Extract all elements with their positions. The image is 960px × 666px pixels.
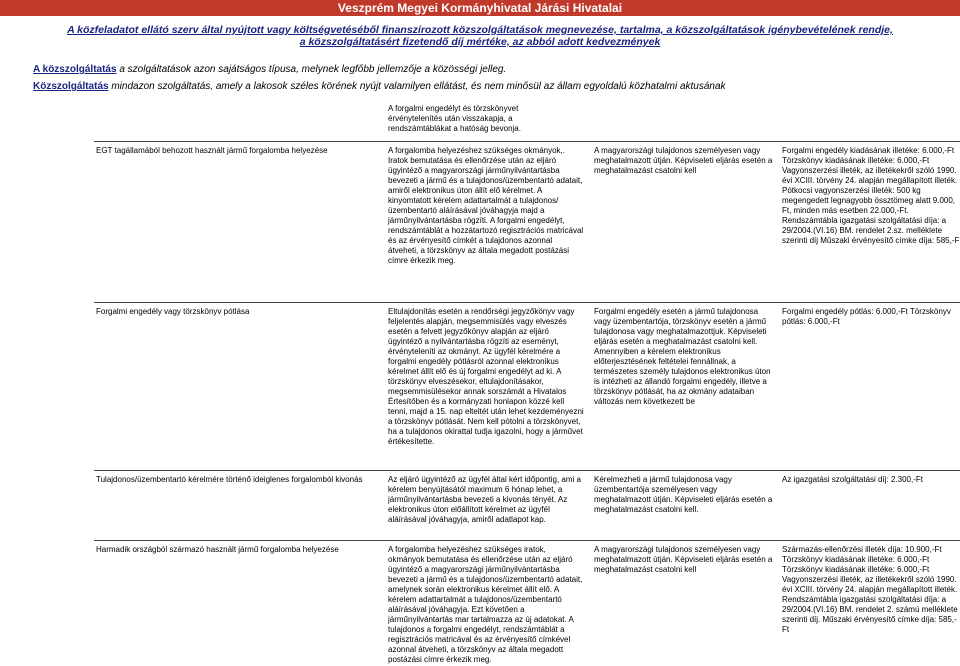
service-name: Forgalmi engedély vagy törzskönyv pótlása bbox=[96, 307, 250, 316]
service-name: Harmadik országból származó használt jármű forgalomba helyezése bbox=[96, 545, 339, 554]
revocation-note: A forgalmi engedélyt és törzskönyvet érvénytelenítés után visszakapja, a rendszámtáblákat a hatóság bevonja. bbox=[388, 104, 521, 133]
service-fees: Forgalmi engedély kiadásának illetéke: 6.000,-Ft Törzskönyv kiadásának illetéke: 6.000,-Ft Vagyonszerzési illeték, az illetékekről szóló 1990. évi XCIII. törvény 24. alapján megállapított illeték. Pótkocsi vagyonszerzési illeték: 500 kg megengedett legnagyobb össztömeg alatt 9.000, Ft, minden más esetben 22.000,-Ft. Rendszámtábla igazgatási szolgáltatási díja: a 29/2004.(VI.16) BM. rendelet 2.sz. melléklete szerinti díj Műszaki érvényesítő címke díja: 585,-F bbox=[782, 146, 960, 245]
row-divider bbox=[94, 302, 960, 303]
intro-definition-1 bbox=[33, 64, 506, 75]
row-divider bbox=[94, 470, 960, 471]
row-divider bbox=[94, 141, 960, 142]
title-line-2: a közszolgáltatásért fizetendő díj mértéke, az abból adott kedvezmények bbox=[299, 36, 661, 48]
service-name: Tulajdonos/üzembentartó kérelmére történő ideiglenes forgalomból kivonás bbox=[96, 475, 363, 484]
service-fees: Származás-ellenőrzési illeték díja: 10.900,-Ft Törzskönyv kiadásának illetéke: 6.000,-Ft Törzskönyv kiadásának illetéke: 6.000,-Ft Vagyonszerzési illeték, az illetékekről szóló 1990. évi XCIII. törvény 24. alapján megállapított illeték. Rendszámtábla igazgatási szolgáltatási díja: a 29/2004.(VI.16) BM. rendelet 2. számú melléklete szerinti díj. Műszaki érvényesítő címke díja: 585,-Ft bbox=[782, 545, 958, 634]
service-applicant: Forgalmi engedély esetén a jármű tulajdonosa vagy üzembentartója, törzskönyv esetén a jármű tulajdonosa vagy meghatalmazottjuk. Képviseleti eljárás esetén a meghatalmazást csatolni kell. Amennyiben a kérelem elektronikus előterjesztésének feltételei fennállnak, a természetes személy tulajdonos elektronikus úton is intézheti az állandó forgalmi engedély, illetve a törzskönyv pótlását, ha az okmány adataiban változás nem következett be bbox=[594, 307, 771, 406]
intro-definition-2 bbox=[33, 81, 726, 92]
document-title bbox=[0, 24, 960, 48]
service-procedure: A forgalomba helyezéshez szükséges iratok, okmányok bemutatása és ellenőrzése után az eljáró ügyintéző a magyarországi járműnyilvántartásba bevezeti a jármű és a tulajdonos/üzembentartó adatait, amelynek során elektronikus kérelmet állít elő. A kérelem adattartalmát a tulajdonos/üzembentartó aláírásával jóváhagyja. Ezt követően a járműnyilvántartás mar tartalmazza az új adatokat. A tulajdonos a forgalmi engedélyt, rendszámtáblát a regisztrációs matricával és az érvényesítő címkével azonnal átveheti, a törzskönyv az általa megadott postázási címre érkezik meg. bbox=[388, 545, 583, 664]
service-procedure: A forgalomba helyezéshez szükséges okmányok,. Iratok bemutatása és ellenőrzése után az eljáró ügyintéző a magyarországi járműnyilvántartásba bevezeti a jármű és a tulajdonos/üzembentartó adatait, amiről elektronikus úton állít elő kérelmet. A kinyomtatott kérelem adattartalmát a tulajdonos/üzembentartó aláírásával jóváhagyja majd a járműnyilvántartásba rögzíti. A forgalmi engedélyt, rendszámtáblát a hozzátartozó regisztrációs matricával és az érvényesítő címkét a tulajdonos azonnal átveheti, a törzskönyv az általa megadott postázási címre érkezik meg. bbox=[388, 146, 584, 265]
service-procedure: Az eljáró ügyintéző az ügyfél által kért időpontig, ami a kérelem benyújtásától maximum 6 hónap lehet, a járműnyilvántartásba bevezeti a kivonás tényét. Az elektronikus úton előállított kérelmet az ügyfél aláírásával jóváhagyja, amiről adatlapot kap. bbox=[388, 475, 581, 524]
intro-text-2: mindazon szolgáltatás, amely a lakosok széles körének nyújt valamilyen ellátást, és nem minősül az állam egyoldalú közhatalmi aktusának bbox=[108, 81, 726, 92]
page-header: Veszprém Megyei Kormányhivatal Járási Hivatalai bbox=[0, 0, 960, 16]
service-applicant: A magyarországi tulajdonos személyesen vagy meghatalmazott útján. Képviseleti eljárás esetén a meghatalmazást csatolni kell bbox=[594, 545, 773, 574]
intro-text-1: a szolgáltatások azon sajátságos típusa, melynek legfőbb jellemzője a közösségi jelleg. bbox=[116, 64, 507, 75]
service-procedure: Eltulajdonítás esetén a rendőrségi jegyzőkönyv vagy feljelentés alapján, megsemmisülés vagy elveszés esetén a felvett jegyzőkönyv alapján az eljáró ügyintéző a nyilvántartásba rögzíti az eseményt, érvényteleníti az okmányt. Az ügyfél kérelmére a forgalmi engedély pótlásról azonnal elektronikus kérelmet állít elő és új forgalmi engedélyt ad ki. A törzskönyv elveszésekor, eltulajdonításakor, megsemmisülésekor annak sorszámát a Hivatalos Értesítőben és a kormányzati honlapon közzé kell tenni, majd a 15. nap elteltét után lehet kezdeményezni a törzskönyv pótlását. Nem kell pótolni a törzskönyvet, ha a tulajdonos okirattal tudja igazolni, hogy a járművet értékesítette. bbox=[388, 307, 584, 446]
intro-term-1: A közszolgáltatás bbox=[33, 64, 117, 75]
row-divider bbox=[94, 540, 960, 541]
service-applicant: A magyarországi tulajdonos személyesen vagy meghatalmazott útján. Képviseleti eljárás esetén a meghatalmazást csatolni kell bbox=[594, 146, 773, 175]
service-fees: Forgalmi engedély pótlás: 6.000,-Ft Törzskönyv pótlás: 6.000,-Ft bbox=[782, 307, 951, 326]
service-fees: Az igazgatási szolgáltatási díj: 2.300,-Ft bbox=[782, 475, 923, 484]
intro-term-2: Közszolgáltatás bbox=[33, 81, 109, 92]
title-line-1: A közfeladatot ellátó szerv által nyújtott vagy költségvetéséből finanszírozott közszolgáltatások megnevezése, tartalma, a közszolgáltatások igénybevételének rendje, bbox=[67, 24, 893, 36]
service-applicant: Kérelmezheti a jármű tulajdonosa vagy üzembentartója személyesen vagy meghatalmazott útján. Képviseleti eljárás esetén a meghatalmazást csatolni kell. bbox=[594, 475, 773, 514]
service-name: EGT tagállamából behozott használt jármű forgalomba helyezése bbox=[96, 146, 328, 155]
